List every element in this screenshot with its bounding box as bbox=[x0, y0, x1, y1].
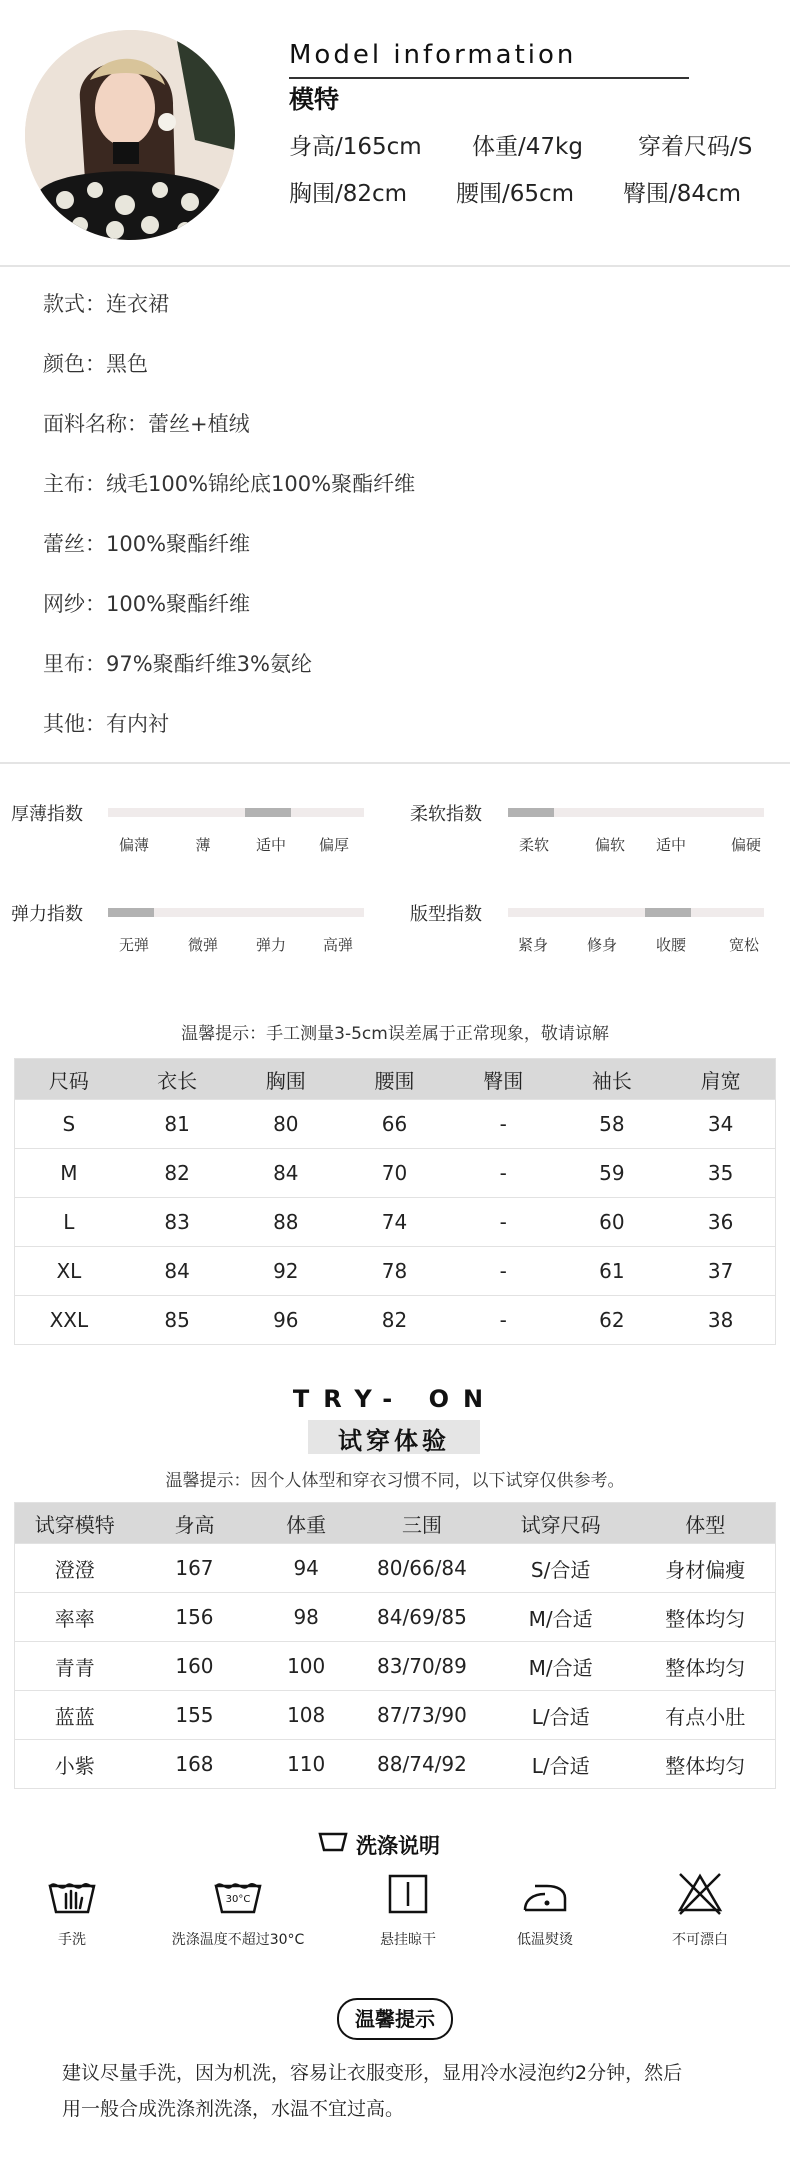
no-bleach-icon bbox=[670, 1870, 730, 1916]
table-row bbox=[15, 1740, 776, 1789]
index-fill-thickness bbox=[245, 808, 291, 817]
model-size: 穿着尺码/S bbox=[638, 134, 753, 160]
index-label-fit: 版型指数 bbox=[410, 904, 482, 925]
table-cell: - bbox=[449, 1100, 558, 1149]
index-option: 偏厚 bbox=[318, 836, 349, 854]
index-option: 无弹 bbox=[118, 936, 149, 954]
model-height: 身高/165cm bbox=[289, 134, 422, 160]
attr-mesh: 网纱：100%聚酯纤维 bbox=[43, 592, 251, 616]
size-table bbox=[14, 1058, 776, 1345]
table-row bbox=[15, 1642, 776, 1691]
table-cell: M/合适 bbox=[486, 1593, 636, 1642]
index-option: 紧身 bbox=[517, 936, 548, 954]
table-cell: S/合适 bbox=[486, 1544, 636, 1593]
basin-icon bbox=[318, 1830, 348, 1854]
table-cell: 98 bbox=[254, 1593, 358, 1642]
table-cell: 38 bbox=[666, 1296, 775, 1345]
table-cell: - bbox=[449, 1149, 558, 1198]
attr-main-cloth: 主布：绒毛100%锦纶底100%聚酯纤维 bbox=[43, 472, 416, 496]
table-cell: 整体均匀 bbox=[635, 1593, 775, 1642]
tryon-table-header: 身高 bbox=[135, 1503, 255, 1544]
table-cell: 澄澄 bbox=[15, 1544, 135, 1593]
index-option: 偏软 bbox=[594, 836, 625, 854]
table-cell: 蓝蓝 bbox=[15, 1691, 135, 1740]
table-cell: L/合适 bbox=[486, 1691, 636, 1740]
wash-label: 悬挂晾干 bbox=[380, 1932, 436, 1948]
index-label-softness: 柔软指数 bbox=[410, 804, 482, 825]
table-cell: 62 bbox=[558, 1296, 667, 1345]
index-fill-softness bbox=[508, 808, 554, 817]
hand-wash-icon bbox=[42, 1872, 102, 1918]
wash-label: 手洗 bbox=[58, 1932, 86, 1948]
table-cell: L/合适 bbox=[486, 1740, 636, 1789]
table-cell: XL bbox=[15, 1247, 123, 1296]
table-cell: 有点小肚 bbox=[635, 1691, 775, 1740]
table-cell: 96 bbox=[231, 1296, 340, 1345]
index-track-thickness bbox=[108, 808, 364, 817]
table-row bbox=[15, 1149, 776, 1198]
attr-fabric: 面料名称：蕾丝+植绒 bbox=[43, 412, 250, 436]
index-fill-elasticity bbox=[108, 908, 154, 917]
table-cell: 167 bbox=[135, 1544, 255, 1593]
tip-badge: 温馨提示 bbox=[337, 1998, 453, 2040]
table-cell: 70 bbox=[340, 1149, 449, 1198]
table-cell: 88 bbox=[231, 1198, 340, 1247]
table-cell: 36 bbox=[666, 1198, 775, 1247]
size-table-header: 胸围 bbox=[231, 1059, 340, 1100]
size-table-header: 衣长 bbox=[123, 1059, 232, 1100]
model-waist: 腰围/65cm bbox=[456, 181, 575, 207]
attr-lace: 蕾丝：100%聚酯纤维 bbox=[43, 532, 251, 556]
index-option: 偏硬 bbox=[730, 836, 761, 854]
index-option: 高弹 bbox=[322, 936, 353, 954]
size-table-header-row bbox=[15, 1059, 776, 1100]
table-cell: S bbox=[15, 1100, 123, 1149]
table-row bbox=[15, 1593, 776, 1642]
divider bbox=[0, 762, 790, 764]
index-option: 修身 bbox=[586, 936, 617, 954]
index-option: 弹力 bbox=[255, 936, 286, 954]
size-table-header: 肩宽 bbox=[666, 1059, 775, 1100]
model-hip: 臀围/84cm bbox=[623, 181, 742, 207]
index-track-fit bbox=[508, 908, 764, 917]
index-option: 柔软 bbox=[518, 836, 549, 854]
wash-temp-text: 30°C bbox=[225, 1894, 251, 1905]
index-option: 偏薄 bbox=[118, 836, 149, 854]
table-cell: 身材偏瘦 bbox=[635, 1544, 775, 1593]
table-cell: 92 bbox=[231, 1247, 340, 1296]
tryon-table-header: 体型 bbox=[635, 1503, 775, 1544]
index-fill-fit bbox=[645, 908, 691, 917]
index-option: 适中 bbox=[655, 836, 686, 854]
table-cell: 83 bbox=[123, 1198, 232, 1247]
table-cell: 34 bbox=[666, 1100, 775, 1149]
size-table-header: 尺码 bbox=[15, 1059, 123, 1100]
table-cell: 110 bbox=[254, 1740, 358, 1789]
table-cell: 155 bbox=[135, 1691, 255, 1740]
title-underline bbox=[289, 77, 689, 79]
model-bust: 胸围/82cm bbox=[289, 181, 408, 207]
table-cell: - bbox=[449, 1296, 558, 1345]
table-cell: 整体均匀 bbox=[635, 1642, 775, 1691]
model-title-cn: 模特 bbox=[289, 85, 340, 114]
table-cell: 58 bbox=[558, 1100, 667, 1149]
table-cell: 85 bbox=[123, 1296, 232, 1345]
index-option: 宽松 bbox=[728, 936, 759, 954]
tryon-title-cn: 试穿体验 bbox=[338, 1427, 450, 1455]
table-cell: 81 bbox=[123, 1100, 232, 1149]
table-cell: 59 bbox=[558, 1149, 667, 1198]
index-option: 薄 bbox=[195, 836, 211, 854]
table-cell: - bbox=[449, 1247, 558, 1296]
table-cell: 80/66/84 bbox=[358, 1544, 486, 1593]
divider bbox=[0, 265, 790, 267]
table-cell: 156 bbox=[135, 1593, 255, 1642]
index-option: 收腰 bbox=[655, 936, 686, 954]
table-row bbox=[15, 1296, 776, 1345]
table-cell: 78 bbox=[340, 1247, 449, 1296]
table-cell: 168 bbox=[135, 1740, 255, 1789]
size-table-header: 臀围 bbox=[449, 1059, 558, 1100]
tryon-table-header-row bbox=[15, 1503, 776, 1544]
tip-text-line-1: 建议尽量手洗，因为机洗，容易让衣服变形，显用冷水浸泡约2分钟，然后 bbox=[62, 2062, 683, 2084]
table-cell: 74 bbox=[340, 1198, 449, 1247]
index-track-softness bbox=[508, 808, 764, 817]
tryon-table-header: 试穿尺码 bbox=[486, 1503, 636, 1544]
table-cell: 160 bbox=[135, 1642, 255, 1691]
wash-temp-30-icon bbox=[208, 1872, 268, 1918]
table-cell: 35 bbox=[666, 1149, 775, 1198]
table-cell: 100 bbox=[254, 1642, 358, 1691]
wash-label: 低温熨烫 bbox=[517, 1932, 573, 1948]
table-cell: 61 bbox=[558, 1247, 667, 1296]
index-label-thickness: 厚薄指数 bbox=[11, 804, 83, 825]
tryon-note: 温馨提示：因个人体型和穿衣习惯不同，以下试穿仅供参考。 bbox=[165, 1471, 625, 1491]
model-avatar bbox=[25, 30, 235, 240]
table-cell: XXL bbox=[15, 1296, 123, 1345]
table-cell: 83/70/89 bbox=[358, 1642, 486, 1691]
table-cell: 84 bbox=[231, 1149, 340, 1198]
tryon-table-header: 三围 bbox=[358, 1503, 486, 1544]
table-cell: 84/69/85 bbox=[358, 1593, 486, 1642]
size-note: 温馨提示：手工测量3-5cm误差属于正常现象，敬请谅解 bbox=[181, 1024, 609, 1044]
index-option: 微弹 bbox=[187, 936, 218, 954]
table-row bbox=[15, 1100, 776, 1149]
table-cell: 108 bbox=[254, 1691, 358, 1740]
table-cell: 整体均匀 bbox=[635, 1740, 775, 1789]
size-table-header: 袖长 bbox=[558, 1059, 667, 1100]
table-cell: 88/74/92 bbox=[358, 1740, 486, 1789]
table-cell: 青青 bbox=[15, 1642, 135, 1691]
table-cell: M/合适 bbox=[486, 1642, 636, 1691]
table-cell: 80 bbox=[231, 1100, 340, 1149]
attr-style: 款式：连衣裙 bbox=[43, 292, 169, 316]
table-cell: 率率 bbox=[15, 1593, 135, 1642]
model-weight: 体重/47kg bbox=[472, 134, 583, 160]
hang-dry-icon bbox=[378, 1872, 438, 1918]
index-label-elasticity: 弹力指数 bbox=[11, 904, 83, 925]
table-cell: 小紫 bbox=[15, 1740, 135, 1789]
table-row bbox=[15, 1247, 776, 1296]
wash-label: 洗涤温度不超过30°C bbox=[171, 1932, 305, 1948]
size-table-header: 腰围 bbox=[340, 1059, 449, 1100]
table-row bbox=[15, 1198, 776, 1247]
table-cell: 66 bbox=[340, 1100, 449, 1149]
table-cell: 87/73/90 bbox=[358, 1691, 486, 1740]
attr-lining: 里布：97%聚酯纤维3%氨纶 bbox=[43, 652, 312, 676]
attr-other: 其他：有内衬 bbox=[43, 712, 169, 736]
table-cell: 84 bbox=[123, 1247, 232, 1296]
table-cell: L bbox=[15, 1198, 123, 1247]
table-row bbox=[15, 1544, 776, 1593]
table-cell: 82 bbox=[340, 1296, 449, 1345]
low-temp-iron-icon bbox=[515, 1872, 575, 1918]
index-option: 适中 bbox=[255, 836, 286, 854]
tryon-table-header: 体重 bbox=[254, 1503, 358, 1544]
index-track-elasticity bbox=[108, 908, 364, 917]
tryon-table bbox=[14, 1502, 776, 1789]
table-cell: 60 bbox=[558, 1198, 667, 1247]
tryon-title-en: TRY- ON bbox=[292, 1385, 498, 1413]
table-cell: 37 bbox=[666, 1247, 775, 1296]
table-cell: M bbox=[15, 1149, 123, 1198]
tip-text-line-2: 用一般合成洗涤剂洗涤，水温不宜过高。 bbox=[62, 2098, 405, 2120]
table-cell: - bbox=[449, 1198, 558, 1247]
attr-color: 颜色：黑色 bbox=[43, 352, 148, 376]
wash-label: 不可漂白 bbox=[672, 1932, 728, 1948]
table-cell: 94 bbox=[254, 1544, 358, 1593]
table-cell: 82 bbox=[123, 1149, 232, 1198]
model-title-en: Model information bbox=[289, 40, 577, 70]
wash-title: 洗涤说明 bbox=[356, 1834, 440, 1858]
tryon-table-header: 试穿模特 bbox=[15, 1503, 135, 1544]
table-row bbox=[15, 1691, 776, 1740]
